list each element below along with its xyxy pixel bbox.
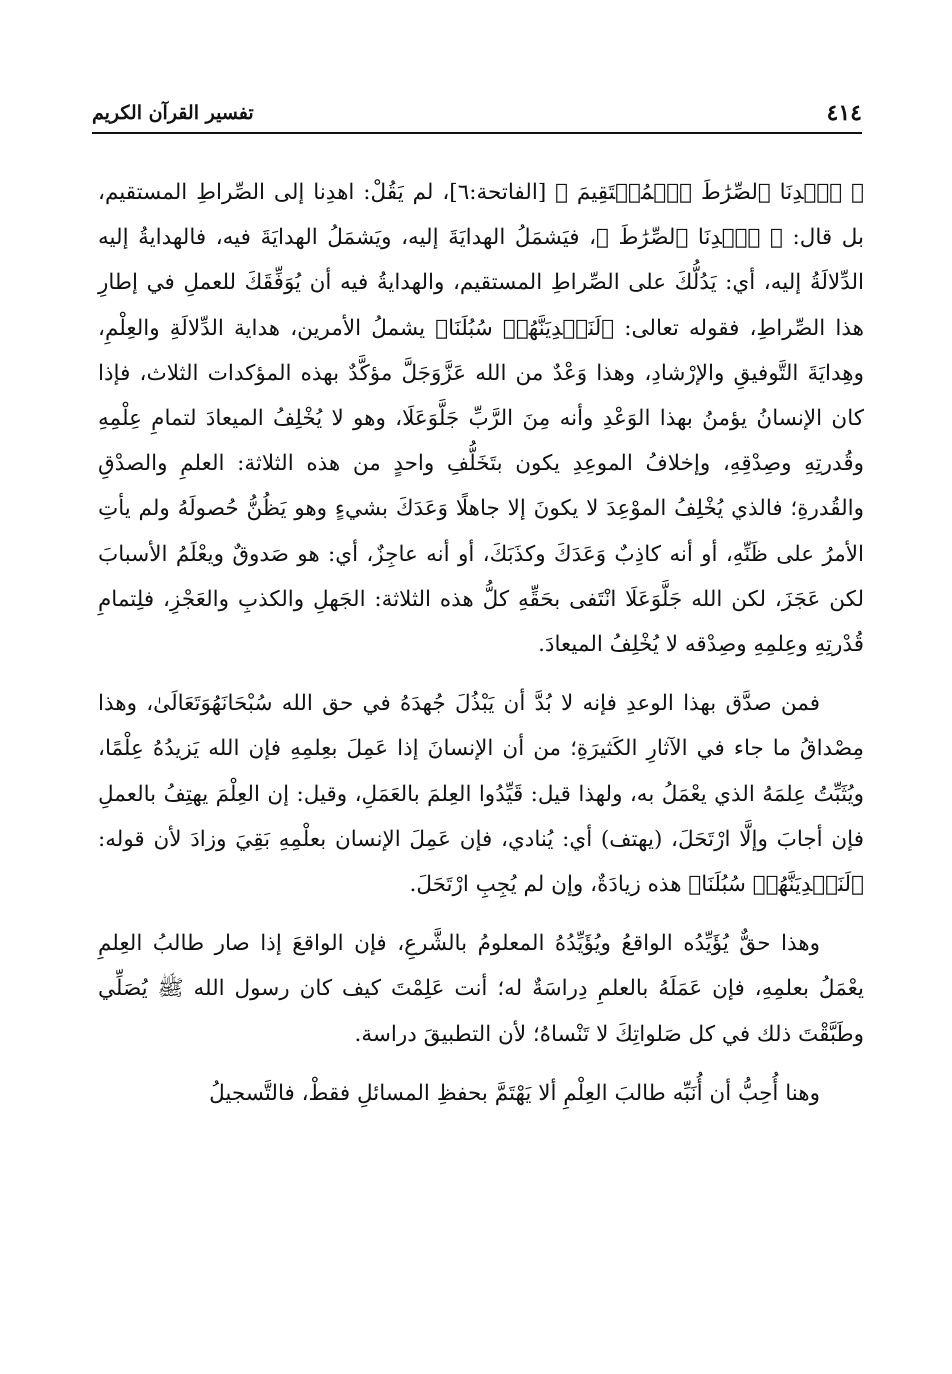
paragraph: ﴿ ٱهۡدِنَا ٱلصِّرَٰطَ ٱلۡمُسۡتَقِيمَ ﴾ [الفاتحة:٦]، لم يَقُلْ: اهدِنا إلى الصِّراطِ المستقيم، بل قال: ﴿ ٱهۡدِنَا ٱلصِّرَٰطَ ﴾، فيَشمَلُ الهدايَةَ إليه، ويَشمَلُ الهدايَةَ فيه، فالهدايةُ إليه الدِّلالَةُ إليه، أي: يَدُلُّكَ على الصِّراطِ المستقيم، والهدايةُ فيه أن يُوَفِّقَكَ للعملِ في إطارِ هذا الصِّراطِ، فقوله تعالى: ﴿لَنَهۡدِيَنَّهُمۡ سُبُلَنَا﴾ يشملُ الأمرين، هداية الدِّلالَةِ والعِلْمِ، وهِدايَةَ التَّوفيقِ والإرْشادِ، وهذا وَعْدٌ من الله عَزَّوَجَلَّ مؤكَّدٌ بهذه المؤكدات الثلاث، فإذا كان الإنسانُ يؤمنُ بهذا الوَعْدِ وأنه مِنَ الرَّبِّ جَلَّوَعَلَا، وهو لا يُخْلِفُ الميعادَ لتمامِ عِلْمِهِ وقُدرتِهِ وصِدْقِهِ، وإخلافُ الموعِدِ يكون بتَخَلُّفِ واحدٍ من هذه الثلاثة: العلمِ والصدْقِ والقُدرةِ؛ فالذي يُخْلِفُ الموْعِدَ لا يكونَ إلا جاهلًا وَعَدَكَ بشيءٍ وهو يَظُنُّ حُصولَهُ ولم يأتِ الأمرُ على ظَنِّهِ، أو أنه كاذِبٌ وَعَدَكَ وكذَبَكَ، أو أنه عاجِزٌ، أي: هو صَدوقٌ ويعْلَمُ الأسبابَ لكن عَجَزَ، لكن الله جَلَّوَعَلَا انْتَفى بحَقِّهِ كلُّ هذه الثلاثة: الجَهلِ والكذبِ والعَجْزِ، فلِتمامِ قُدْرتِهِ وعِلمِهِ وصِدْقه لا يُخْلِفُ الميعادَ. <box>98 180 865 658</box>
paragraph: فمن صدَّق بهذا الوعدِ فإنه لا بُدَّ أن يَبْذُلَ جُهدَهُ في حق الله سُبْحَانَهُوَتَعَالَىٰ، وهذا مِصْداقُ ما جاء في الآثارِ الكَثيرَةِ؛ من أن الإنسانَ إذا عَمِلَ بعِلمِهِ فإن الله يَزيدُهُ عِلْمًا، ويُثَبِّتُ عِلمَهُ الذي يعْمَلُ به، ولهذا قيل: قَيِّدُوا العِلمَ بالعَمَلِ، وقيل: إن العِلْمَ يهتِفُ بالعملِ فإن أجابَ وإلَّا ارْتَحَلَ، (يهتف) أي: يُنادي، فإن عَمِلَ الإنسان بعلْمِهِ بَقِيَ وزادَ لأن قوله: ﴿لَنَهۡدِيَنَّهُمۡ سُبُلَنَا﴾ هذه زيادَةٌ، وإن لم يُجِبِ ارْتَحَلَ. <box>98 691 864 898</box>
header-rule <box>92 132 862 134</box>
book-title: تفسير القرآن الكريم <box>92 102 254 124</box>
paragraph: وهذا حقٌّ يُؤَيِّدُه الواقعُ ويُؤَيِّدُهُ المعلومُ بالشَّرعِ، فإن الواقعَ إذا صار طالبُ العِلمِ يعْمَلُ بعلمِهِ، فإن عَمَلَهُ بالعلمِ دِراسَةٌ له؛ أنت عَلِمْتَ كيف كان رسول الله ﷺ يُصَلِّي وطَبَّقْتَ ذلك في كل صَلواتِكَ لا تَنْساهُ؛ لأن التطبيقَ دراسة. <box>98 931 864 1047</box>
page-number: ٤١٤ <box>826 100 862 126</box>
page-header <box>92 96 862 136</box>
page-body <box>98 170 864 1116</box>
paragraph: وهنا أُحِبُّ أن أُنَبِّه طالبَ العِلْمِ ألا يَهْتَمَّ بحفظِ المسائلِ فقطْ، فالتَّسجيلُ <box>209 1080 820 1106</box>
